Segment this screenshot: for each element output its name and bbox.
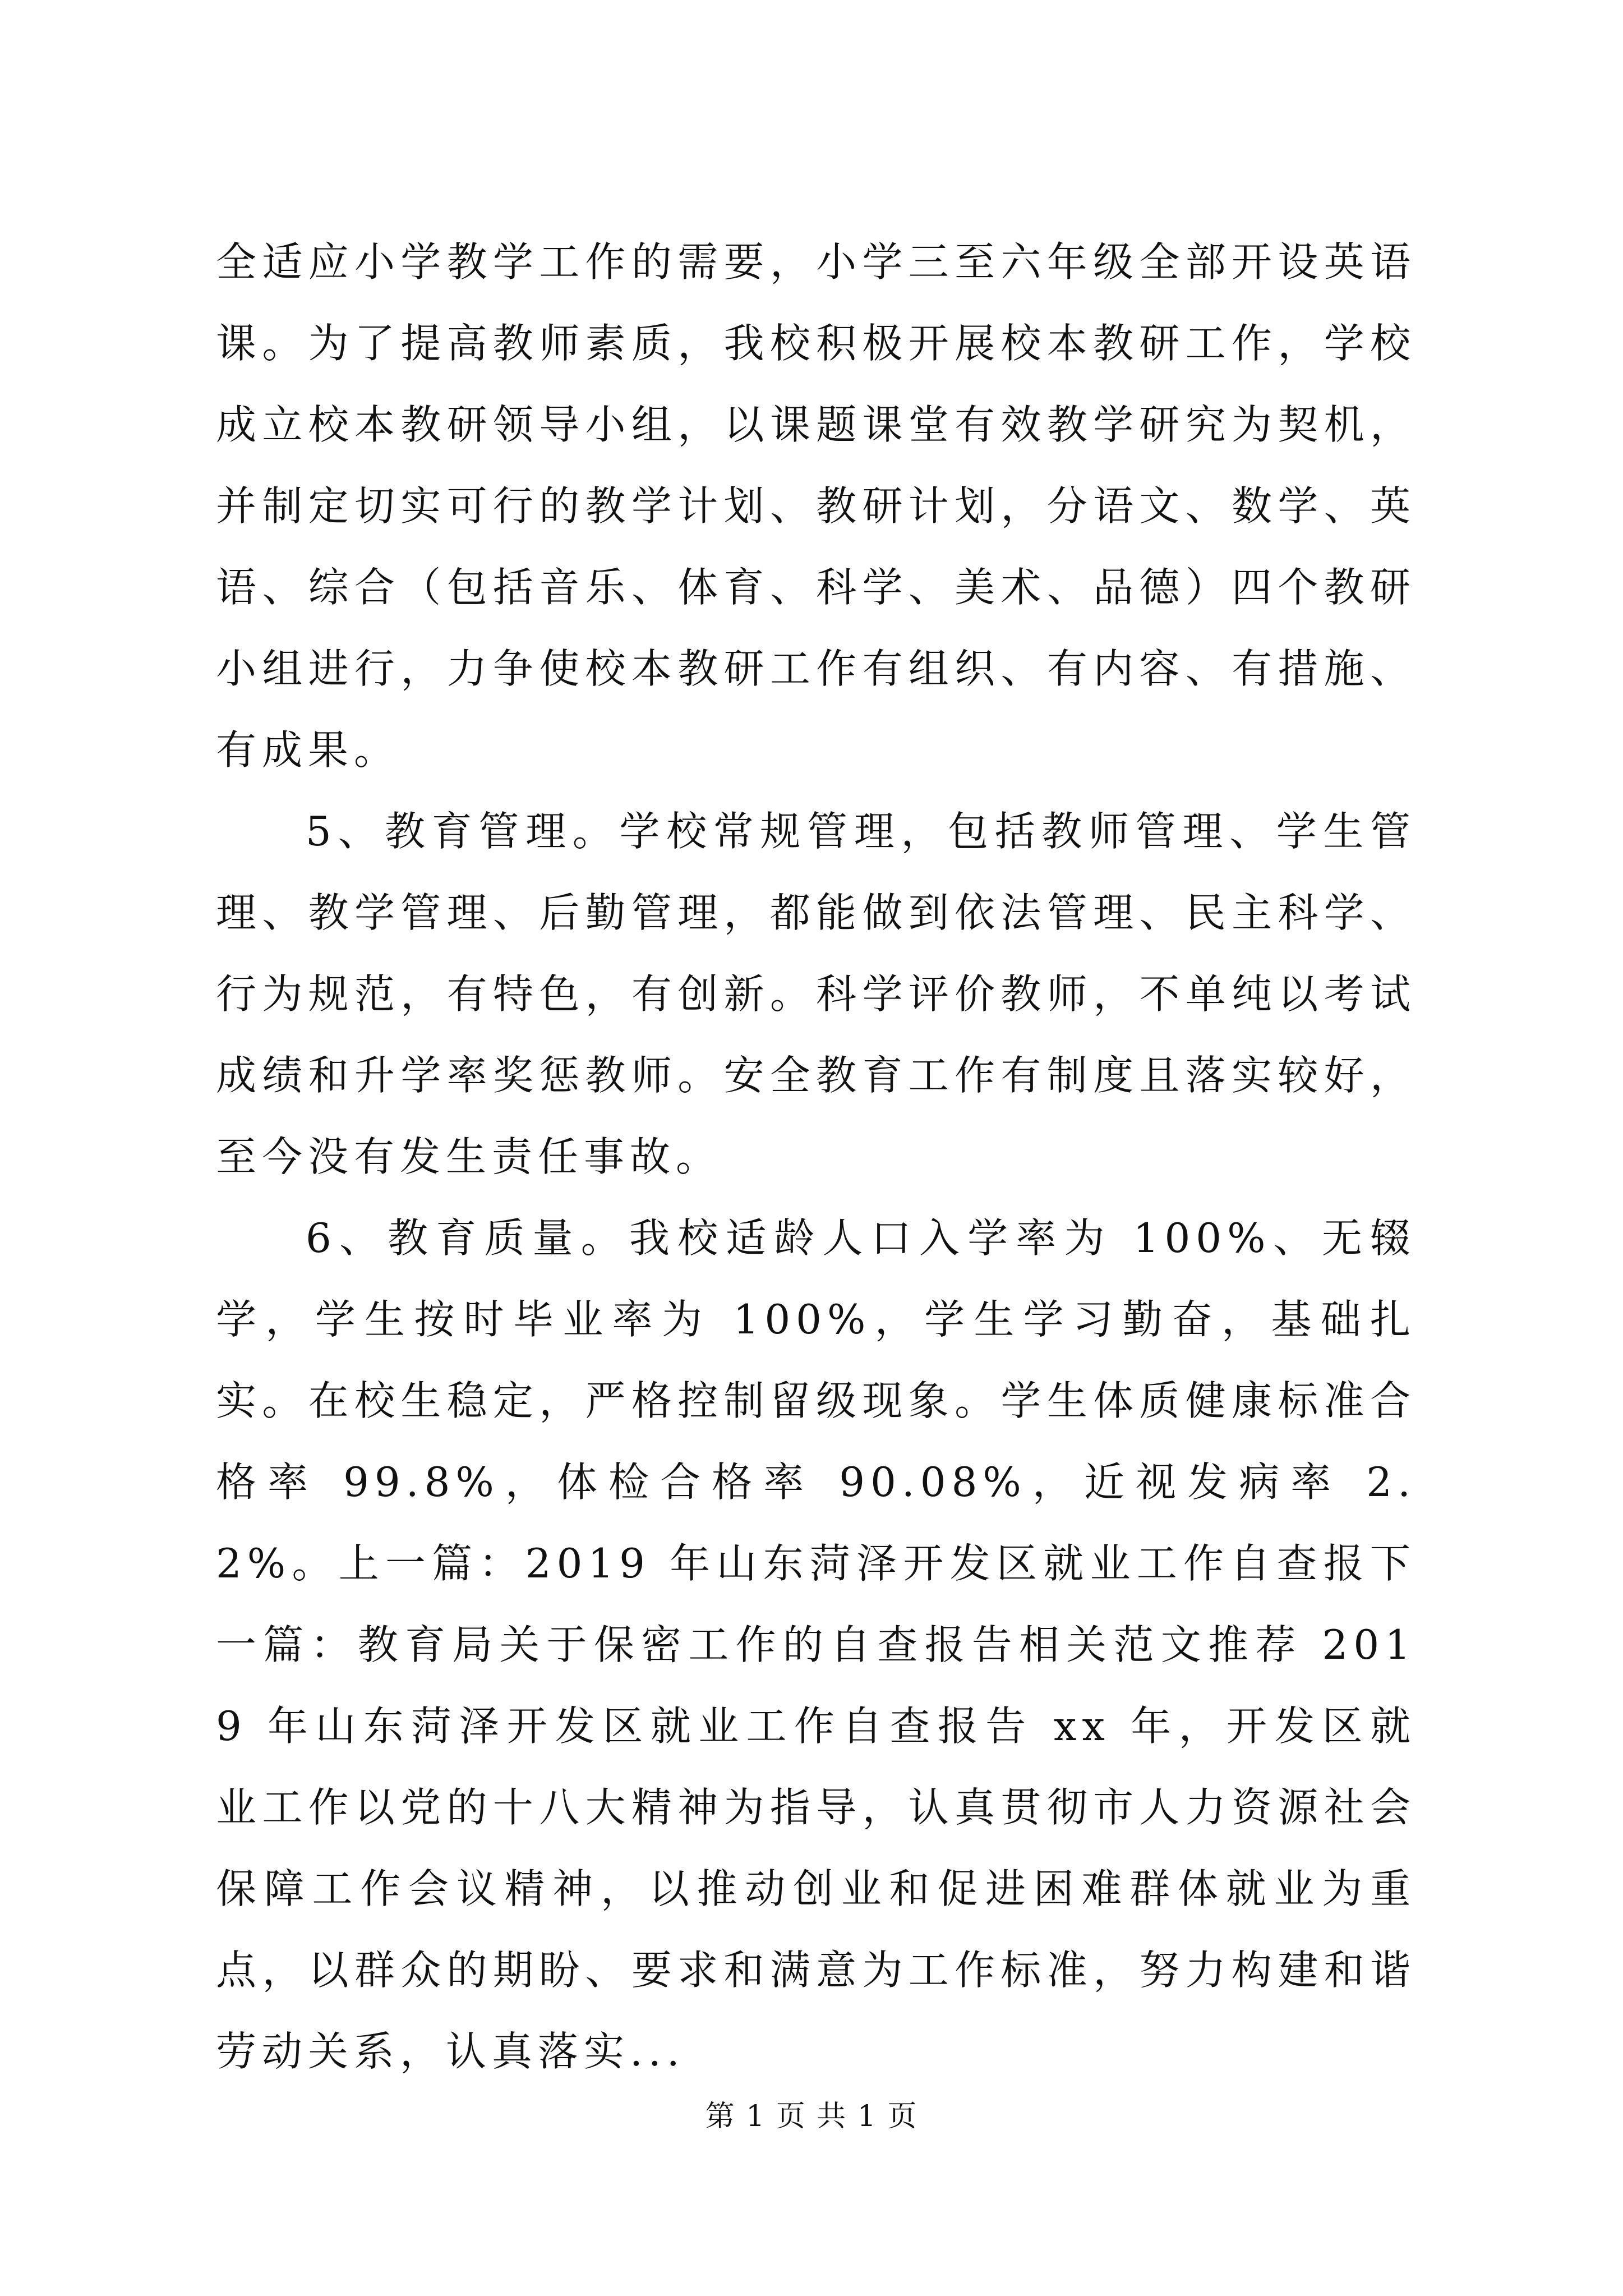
- paragraph-education-management: 5、教育管理。学校常规管理，包括教师管理、学生管理、教学管理、后勤管理，都能做到依法管理、民主科学、行为规范，有特色，有创新。科学评价教师，不单纯以考试成绩和升学率奖惩教师。安全教育工作有制度且落实较好，至今没有发生责任事故。: [216, 808, 1416, 1180]
- document-body: [216, 222, 1416, 2092]
- paragraph-continuation: 全适应小学教学工作的需要，小学三至六年级全部开设英语课。为了提高教师素质，我校积极开展校本教研工作，学校成立校本教研领导小组，以课题课堂有效教学研究为契机，并制定切实可行的教学计划、教研计划，分语文、数学、英语、综合（包括音乐、体育、科学、美术、品德）四个教研小组进行，力争使校本教研工作有组织、有内容、有措施、有成果。: [216, 238, 1416, 774]
- page-footer: 第 1 页 共 1 页: [705, 2100, 918, 2133]
- paragraph-education-quality: 6、教育质量。我校适龄人口入学率为 100%、无辍学，学生按时毕业率为 100%，学生学习勤奋，基础扎实。在校生稳定，严格控制留级现象。学生体质健康标准合格率 99.8%，体检合格率 90.08%，近视发病率 2.2%。上一篇：2019 年山东菏泽开发区就业工作自查报下一篇：教育局关于保密工作的自查报告相关范文推荐 2019 年山东菏泽开发区就业工作自查报告 xx 年，开发区就业工作以党的十八大精神为指导，认真贯彻市人力资源社会保障工作会议精神，以推动创业和促进困难群体就业为重点，以群众的期盼、要求和满意为工作标准，努力构建和谐劳动关系，认真落实...: [216, 1214, 1416, 2075]
